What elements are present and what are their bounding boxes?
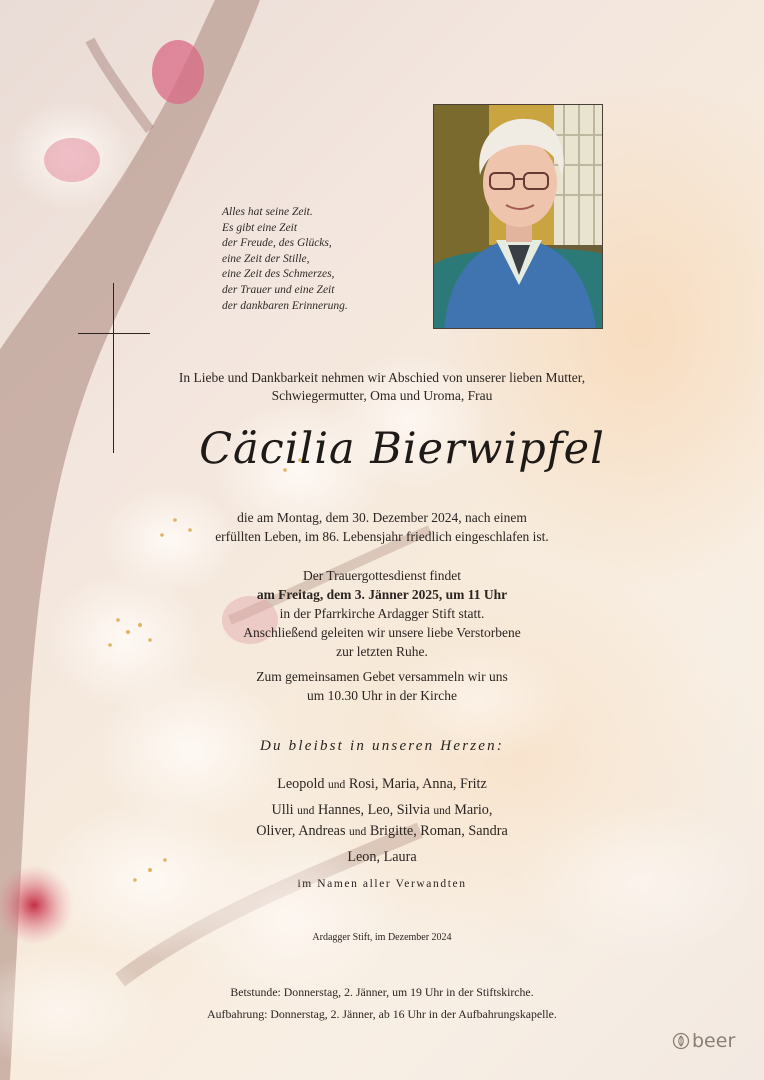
family-and: und: [433, 805, 451, 817]
service-line: in der Pfarrkirche Ardagger Stift statt.: [279, 606, 485, 621]
family-row: [140, 774, 624, 795]
intro-line: Schwiegermutter, Oma und Uroma, Frau: [271, 388, 493, 403]
service-line: zur letzten Ruhe.: [336, 644, 428, 659]
beer-logo: [672, 1028, 735, 1054]
family-row: Leon, Laura: [347, 849, 417, 865]
place-date: Ardagger Stift, im Dezember 2024: [312, 932, 452, 943]
family-names: Ulli: [271, 802, 294, 818]
family-row: [140, 821, 624, 842]
logo-text: beer: [692, 1030, 736, 1052]
poem-line: Alles hat seine Zeit.: [222, 206, 313, 218]
death-notice: [140, 508, 624, 546]
poem: [222, 205, 442, 314]
death-notice-line: die am Montag, dem 30. Dezember 2024, nach einem: [237, 510, 527, 525]
family-and: und: [328, 779, 346, 791]
cross-icon-bar: [78, 333, 150, 334]
family-names: Leopold: [277, 776, 325, 792]
poem-line: der dankbaren Erinnerung.: [222, 299, 348, 312]
poem-line: Es gibt eine Zeit: [222, 221, 298, 234]
death-notice-line: erfüllten Leben, im 86. Lebensjahr friedlich eingeschlafen ist.: [215, 529, 549, 544]
family-and: und: [349, 826, 367, 838]
service-line: Zum gemeinsamen Gebet versammeln wir uns: [256, 669, 508, 684]
poem-line: eine Zeit der Stille,: [222, 252, 310, 265]
deceased-name: Cäcilia Bierwipfel: [199, 424, 605, 474]
intro-text: [140, 369, 624, 405]
beer-logo-icon: [672, 1032, 690, 1050]
intro-line: In Liebe und Dankbarkeit nehmen wir Abschied von unserer lieben Mutter,: [178, 370, 586, 385]
footer-notes: [140, 981, 624, 1025]
family-names: Rosi, Maria, Anna, Fritz: [348, 776, 487, 792]
poem-line: der Trauer und eine Zeit: [222, 283, 335, 296]
family-list: [140, 774, 624, 867]
poem-line: eine Zeit des Schmerzes,: [222, 268, 335, 281]
family-names: Brigitte, Roman, Sandra: [369, 823, 508, 839]
family-names: Hannes, Leo, Silvia: [317, 802, 430, 818]
prayer-hour: Betstunde: Donnerstag, 2. Jänner, um 19 Uhr in der Stiftskirche.: [230, 985, 534, 999]
lying-in-state: Aufbahrung: Donnerstag, 2. Jänner, ab 16 Uhr in der Aufbahrungskapelle.: [207, 1007, 557, 1021]
portrait-photo: [433, 104, 603, 329]
family-row: [140, 800, 624, 821]
family-and: und: [297, 805, 315, 817]
family-names: Oliver, Andreas: [256, 823, 346, 839]
service-date: am Freitag, dem 3. Jänner 2025, um 11 Uhr: [256, 587, 508, 602]
poem-line: der Freude, des Glücks,: [222, 237, 332, 250]
relatives-line: im Namen aller Verwandten: [297, 878, 467, 890]
service-line: um 10.30 Uhr in der Kirche: [307, 688, 457, 703]
heart-line: Du bleibst in unseren Herzen:: [259, 738, 505, 754]
service-line: Anschließend geleiten wir unsere liebe Verstorbene: [243, 625, 521, 640]
service-line: Der Trauergottesdienst findet: [303, 568, 461, 583]
funeral-service: [140, 566, 624, 705]
family-names: Mario,: [454, 802, 493, 818]
